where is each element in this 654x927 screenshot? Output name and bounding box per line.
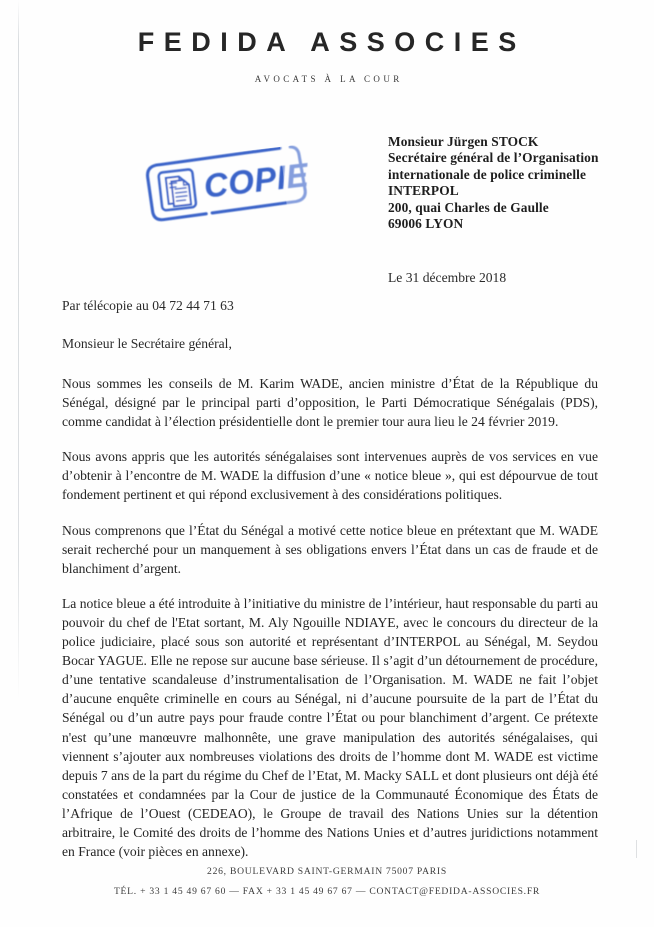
paragraph-1: Nous sommes les conseils de M. Karim WADE, ancien ministre d’État de la République du Sénégal, désigné par le principal parti d’opposition, le Parti Démocratique Sénégalais (PDS), comme candidat à l’élection présidentielle dont le premier tour aura lieu le 24 février 2019. xyxy=(62,376,598,430)
recipient-address-block xyxy=(388,134,599,232)
recipient-line-3: internationale de police criminelle xyxy=(388,166,586,182)
salutation: Monsieur le Secrétaire général, xyxy=(62,336,232,351)
paragraph-3: Nous comprenons que l’État du Sénégal a motivé cette notice bleue en prétextant que M. WADE serait recherché pour un manquement à ses obligations envers l’État dans un cas de fraude et de blanchiment d’argent. xyxy=(62,522,598,576)
transmission-note: Par télécopie au 04 72 44 71 63 xyxy=(62,298,234,313)
recipient-line-1: Monsieur Jürgen STOCK xyxy=(388,134,539,149)
recipient-line-2: Secrétaire général de l’Organisation xyxy=(388,150,599,166)
recipient-line-4: INTERPOL xyxy=(388,183,459,199)
page-footer xyxy=(0,866,654,897)
footer-address: 226, BOULEVARD SAINT-GERMAIN 75007 PARIS xyxy=(207,866,447,877)
recipient-line-6: 69006 LYON xyxy=(388,216,464,232)
recipient-line-5: 200, quai Charles de Gaulle xyxy=(388,199,549,215)
scan-artifact-line xyxy=(18,0,19,700)
paragraph-2: Nous avons appris que les autorités sénégalaises sont intervenues auprès de vos services en vue d’obtenir à l’encontre de M. WADE la diffusion d’une « notice bleue », qui est dépourvue de tout fondement pertinent et qui répond exclusivement à des considérations politiques. xyxy=(62,449,598,503)
firm-name: FEDIDA ASSOCIES xyxy=(137,27,526,57)
stamp-label-text: COPIE xyxy=(201,155,311,205)
paragraph-4: La notice bleue a été introduite à l’initiative du ministre de l’intérieur, haut responsable du parti au pouvoir du chef de l'Etat sortant, M. Aly Ngouille NDIAYE, avec le concours du directeur de la police judiciaire, placé sous son autorité et représentant d’INTERPOL au Sénégal, M. Seydou Bocar YAGUE. Elle ne repose sur aucune base sérieuse. Il s’agit d’un détournement de procédure, d’une tentative scandaleuse d’instrumentalisation de l’Organisation. M. WADE ne fait l’objet d’aucune enquête criminelle en cours au Sénégal, ni d’aucune poursuite de la part de l’État du Sénégal ou d’un autre pays pour fraude contre l’État ou pour blanchiment d’argent. Ce prétexte n'est qu’une manœuvre malhonnête, une grave manipulation des autorités sénégalaises, qui viennent s’ajouter aux nombreuses violations des droits de l’homme dont M. WADE est victime depuis 7 ans de la part du régime du Chef de l’Etat, M. Macky SALL et dont plusieurs ont déjà été constatées et condamnées par la Cour de justice de la Communauté Économique des États de l’Afrique de l’Ouest (CEDEAO), le Groupe de travail des Nations Unies sur la détention arbitraire, le Comité des droits de l’homme des Nations Unies et d’autres juridictions notamment en France (voir pièces en annexe). xyxy=(62,595,598,860)
scan-artifact-mark xyxy=(636,840,637,858)
date-line: Le 31 décembre 2018 xyxy=(388,270,507,285)
footer-contact: TÉL. + 33 1 45 49 67 60 — FAX + 33 1 45 49 67 67 — CONTACT@FEDIDA-ASSOCIES.FR xyxy=(113,886,541,897)
firm-subtitle: AVOCATS À LA COUR xyxy=(254,74,403,84)
letterhead xyxy=(0,27,654,84)
copie-stamp xyxy=(139,144,313,225)
letter-body xyxy=(62,298,598,861)
